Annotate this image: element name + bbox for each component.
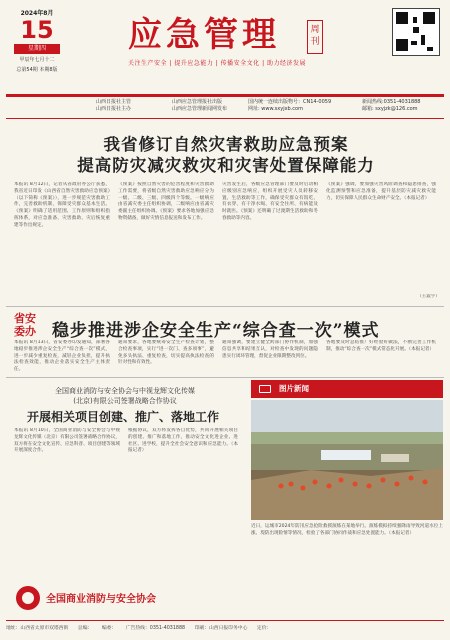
info-phone: 新闻热线:0351-4031888 邮箱: sxyjzk@126.com bbox=[362, 99, 421, 112]
story2-column-2: 通知要求，各地要统筹安全生产检查计划，整合检查事项，实行“进一次门、查多项事”，避免多头执法、重复检查，切实提高执法检查的针对性和有效性。 bbox=[118, 340, 214, 366]
date-block bbox=[6, 6, 68, 90]
story2-column-4: 各地要及时总结推广好经验好做法，不断完善工作机制，推动“综合查一次”模式常态化开展。（本报记者） bbox=[326, 340, 436, 352]
date-year-month: 2024年8月 bbox=[20, 10, 54, 17]
story1-byline: （王震宇） bbox=[417, 294, 440, 299]
story2-headline: 稳步推进涉企安全生产“综合查一次”模式 bbox=[52, 321, 380, 341]
story3-column-2: 根据协议，双方将发挥各自优势，共同开展相关项目的创建、推广和落地工作，推动安全文化进企业、进社区、进学校，提升全社会安全意识和应急能力。（本报记者） bbox=[128, 428, 238, 454]
masthead-suffix: 周刊 bbox=[307, 20, 323, 54]
issue-number: 总第54期 本期8版 bbox=[16, 67, 58, 73]
info-divider bbox=[6, 118, 444, 119]
qr-code-icon[interactable] bbox=[392, 8, 440, 56]
info-right: 国内统一连续出版物号：CN14-0059 网址: www.sxyjxb.com bbox=[248, 99, 332, 112]
story2-column-1: 本报讯 8月13日，省安委办印发通知，部署各地稳步推进涉企安全生产“综合查一次”模式，进一步减少重复检查，减轻企业负担，提升执法检查效能，推动企业落实安全生产主体责任。 bbox=[14, 340, 110, 373]
story1-column-4: 《预案》强调，要加强灾害风险调查和隐患排查，强化监测预警和应急准备，提升基层防灾减灾救灾能力，切实保障人民群众生命财产安全。（本报记者） bbox=[326, 182, 436, 201]
story2-column-3: 通知强调，要建立健全跨部门协作机制，加强信息共享和结果互认，对检查中发现的问题隐患实行闭环管理，督促企业限期整改到位。 bbox=[222, 340, 318, 359]
story1-column-3: 灾害发生后，各级应急管理部门要及时启动相应级别应急响应，组织开展受灾人员转移安置、生活救助等工作，确保受灾群众有饭吃、有衣穿、有干净水喝、有安全住所、有病能及时就医。《预案》还明确了过渡期生活救助和冬春救助等内容。 bbox=[222, 182, 318, 221]
section-divider bbox=[6, 306, 444, 307]
photo-news-label: 图片新闻 bbox=[251, 380, 443, 398]
page-footer: 地址：山西省太原市双塔西街 总编： 编委： 广告热线：0351-4031888 印刷：山西日报印务中心 定价： bbox=[6, 620, 444, 637]
camera-icon bbox=[259, 385, 271, 393]
photo-caption: 近日，运城市2024年防汛应急抢险救援演练在某地举行。演练模拟持续强降雨导致河道水位上涨、堤防出现险情等情况，检验了各部门协同作战和应急处置能力。（本报记者） bbox=[251, 524, 443, 536]
info-mid: 山西应急管理报社出版 山西应急管理新闻网发布 bbox=[172, 99, 228, 112]
masthead-divider bbox=[6, 94, 444, 97]
masthead-title: 应急管理 bbox=[128, 15, 280, 55]
news-photo bbox=[251, 400, 443, 520]
story1-column-2: 《预案》按照自然灾害的危害程度和灾害救助工作需要，将省级自然灾害救助应急响应分为一级、二级、三级、四级四个等级。一级响应由省减灾委主任组织协调，二级响应由省减灾委副主任组织协调。《预案》要求各地加强应急物资储备，做好灾情信息报送和发布工作。 bbox=[118, 182, 214, 221]
lead-headline: 我省修订自然灾害救助应急预案 提高防灾减灾救灾和灾害处置保障能力 bbox=[77, 135, 375, 175]
masthead-slogan: 关注生产安全 | 提升应急能力 | 传播安全文化 | 助力经济发展 bbox=[128, 60, 307, 67]
story3-subheadline: 全国商业消防与安全协会与中视龙辉文化传媒 (北京)有限公司签署战略合作协议 bbox=[55, 387, 195, 405]
lunar-date: 甲辰年七月十二 bbox=[19, 57, 55, 63]
info-left: 山西日报社主管 山西日报社主办 bbox=[96, 99, 132, 112]
association-logo bbox=[14, 585, 234, 613]
section-divider-2 bbox=[6, 377, 444, 378]
association-emblem-icon bbox=[16, 586, 40, 610]
story1-column-1: 本报讯 8月12日，记者从省政府办公厅获悉，我省近日印发《山西省自然灾害救助应急预案》（以下简称《预案》），进一步规范灾害救助工作，完善救助机制，保障受灾群众基本生活。《预案》明确了适用范围、工作原则和组织指挥体系，对应急准备、灾害救助、灾后恢复重建等作出规定。 bbox=[14, 182, 110, 228]
story3-column-1: 本报讯 8月10日，全国商业消防与安全协会与中视龙辉文化传媒（北京）有限公司签署战略合作协议，双方将在安全文化宣传、应急科普、项目创建等领域开展深度合作。 bbox=[14, 428, 120, 454]
story3-headline: 开展相关项目创建、推广、落地工作 bbox=[26, 410, 219, 424]
association-name: 全国商业消防与安全协会 bbox=[46, 594, 156, 605]
story2-kicker: 省安委办 bbox=[14, 312, 36, 338]
date-day: 15 bbox=[20, 16, 54, 44]
weekday-badge: 星期四 bbox=[14, 44, 60, 54]
